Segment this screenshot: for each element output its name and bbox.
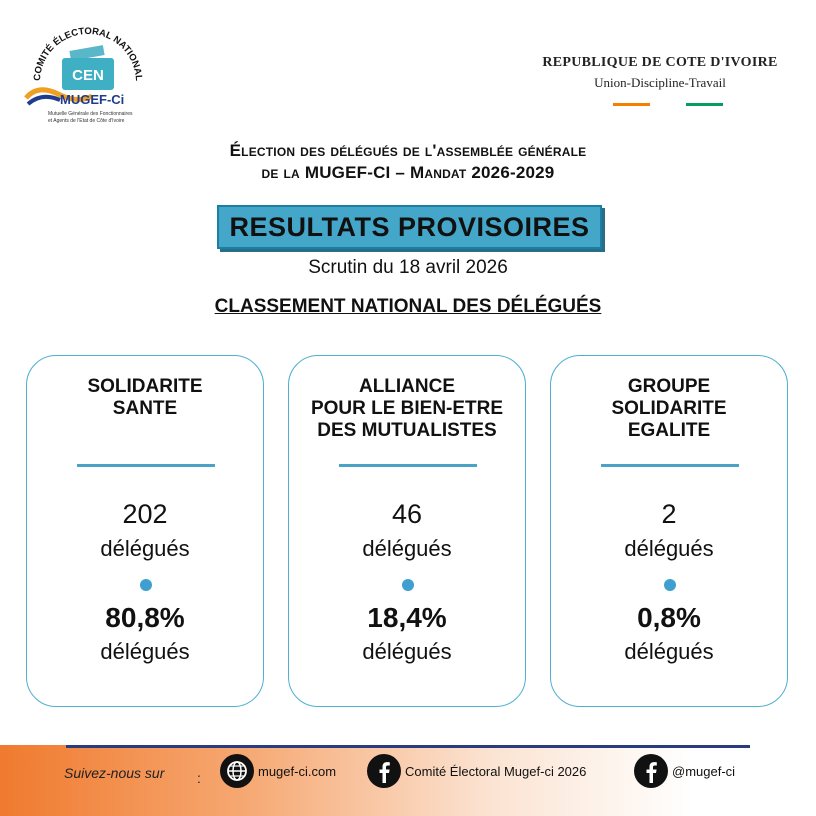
party-line: ALLIANCE	[358, 376, 456, 397]
party-line: POUR LE BIEN-ETRE	[310, 398, 504, 419]
result-card-groupe-solidarite-egalite	[550, 355, 788, 707]
party-line: GROUPE	[627, 376, 711, 397]
flag-white	[650, 103, 687, 106]
scrutin-date: Scrutin du 18 avril 2026	[308, 257, 508, 278]
party-line: SOLIDARITE	[611, 398, 727, 419]
delegate-percent-unit: délégués	[100, 639, 190, 664]
party-line: SANTE	[112, 398, 178, 419]
party-name	[27, 376, 263, 420]
logo-sub-line1: Mutuelle Générale des Fonctionnaires	[48, 111, 133, 117]
website-link[interactable]	[220, 754, 336, 788]
results-banner	[217, 205, 602, 249]
delegate-count: 2	[661, 499, 677, 529]
republic-header	[520, 55, 800, 91]
bullet-dot	[140, 579, 152, 591]
election-title	[0, 140, 816, 184]
website-label: mugef-ci.com	[258, 763, 337, 779]
cen-logo	[18, 12, 158, 130]
follow-us-colon: :	[197, 770, 201, 786]
delegate-count: 46	[391, 499, 423, 529]
results-banner-text: RESULTATS PROVISOIRES	[229, 211, 590, 242]
footer-rule	[66, 745, 750, 748]
flag-green	[686, 103, 723, 106]
delegate-count: 202	[122, 499, 168, 529]
card-divider	[77, 464, 215, 467]
delegate-percent: 80,8%	[105, 602, 185, 633]
follow-us-label: Suivez-nous sur	[64, 765, 165, 781]
delegate-count-unit: délégués	[100, 536, 190, 561]
party-line: SOLIDARITE	[87, 376, 203, 397]
flag-orange	[613, 103, 650, 106]
delegate-percent-unit: délégués	[624, 639, 714, 664]
party-name	[289, 376, 525, 442]
facebook-handle-label: @mugef-ci	[672, 763, 736, 779]
party-line: EGALITE	[627, 420, 711, 441]
card-divider	[339, 464, 477, 467]
delegate-count-unit: délégués	[624, 536, 714, 561]
delegate-percent: 0,8%	[637, 602, 701, 633]
bullet-dot	[402, 579, 414, 591]
facebook-handle-link[interactable]	[634, 754, 735, 788]
republic-name: REPUBLIQUE DE COTE D'IVOIRE	[542, 55, 778, 70]
republic-motto: Union-Discipline-Travail	[594, 75, 726, 90]
classement-heading: CLASSEMENT NATIONAL DES DÉLÉGUÉS	[214, 296, 602, 317]
election-title-line1: Élection des délégués de l'assemblée générale	[229, 141, 587, 160]
logo-brand-text: MUGEF-Ci	[60, 92, 125, 107]
logo-badge-text: CEN	[72, 67, 104, 84]
delegate-count-unit: délégués	[362, 536, 452, 561]
logo-sub-line2: et Agents de l'Etat de Côte d'Ivoire	[48, 118, 125, 124]
result-card-alliance	[288, 355, 526, 707]
facebook-icon	[367, 754, 401, 788]
election-title-line2: de la MUGEF-CI – Mandat 2026-2029	[261, 163, 555, 182]
bullet-dot	[664, 579, 676, 591]
facebook-page-label: Comité Électoral Mugef-ci 2026	[405, 763, 587, 779]
flag-stripe	[613, 103, 723, 106]
card-divider	[601, 464, 739, 467]
facebook-icon	[634, 754, 668, 788]
party-name	[551, 376, 787, 442]
result-card-solidarite-sante	[26, 355, 264, 707]
facebook-page-link[interactable]	[367, 754, 586, 788]
party-line: DES MUTUALISTES	[317, 420, 497, 441]
delegate-percent-unit: délégués	[362, 639, 452, 664]
globe-icon	[220, 754, 254, 788]
logo-arc-text: COMITÉ ÉLECTORAL NATIONAL	[31, 25, 145, 82]
delegate-percent: 18,4%	[367, 602, 447, 633]
